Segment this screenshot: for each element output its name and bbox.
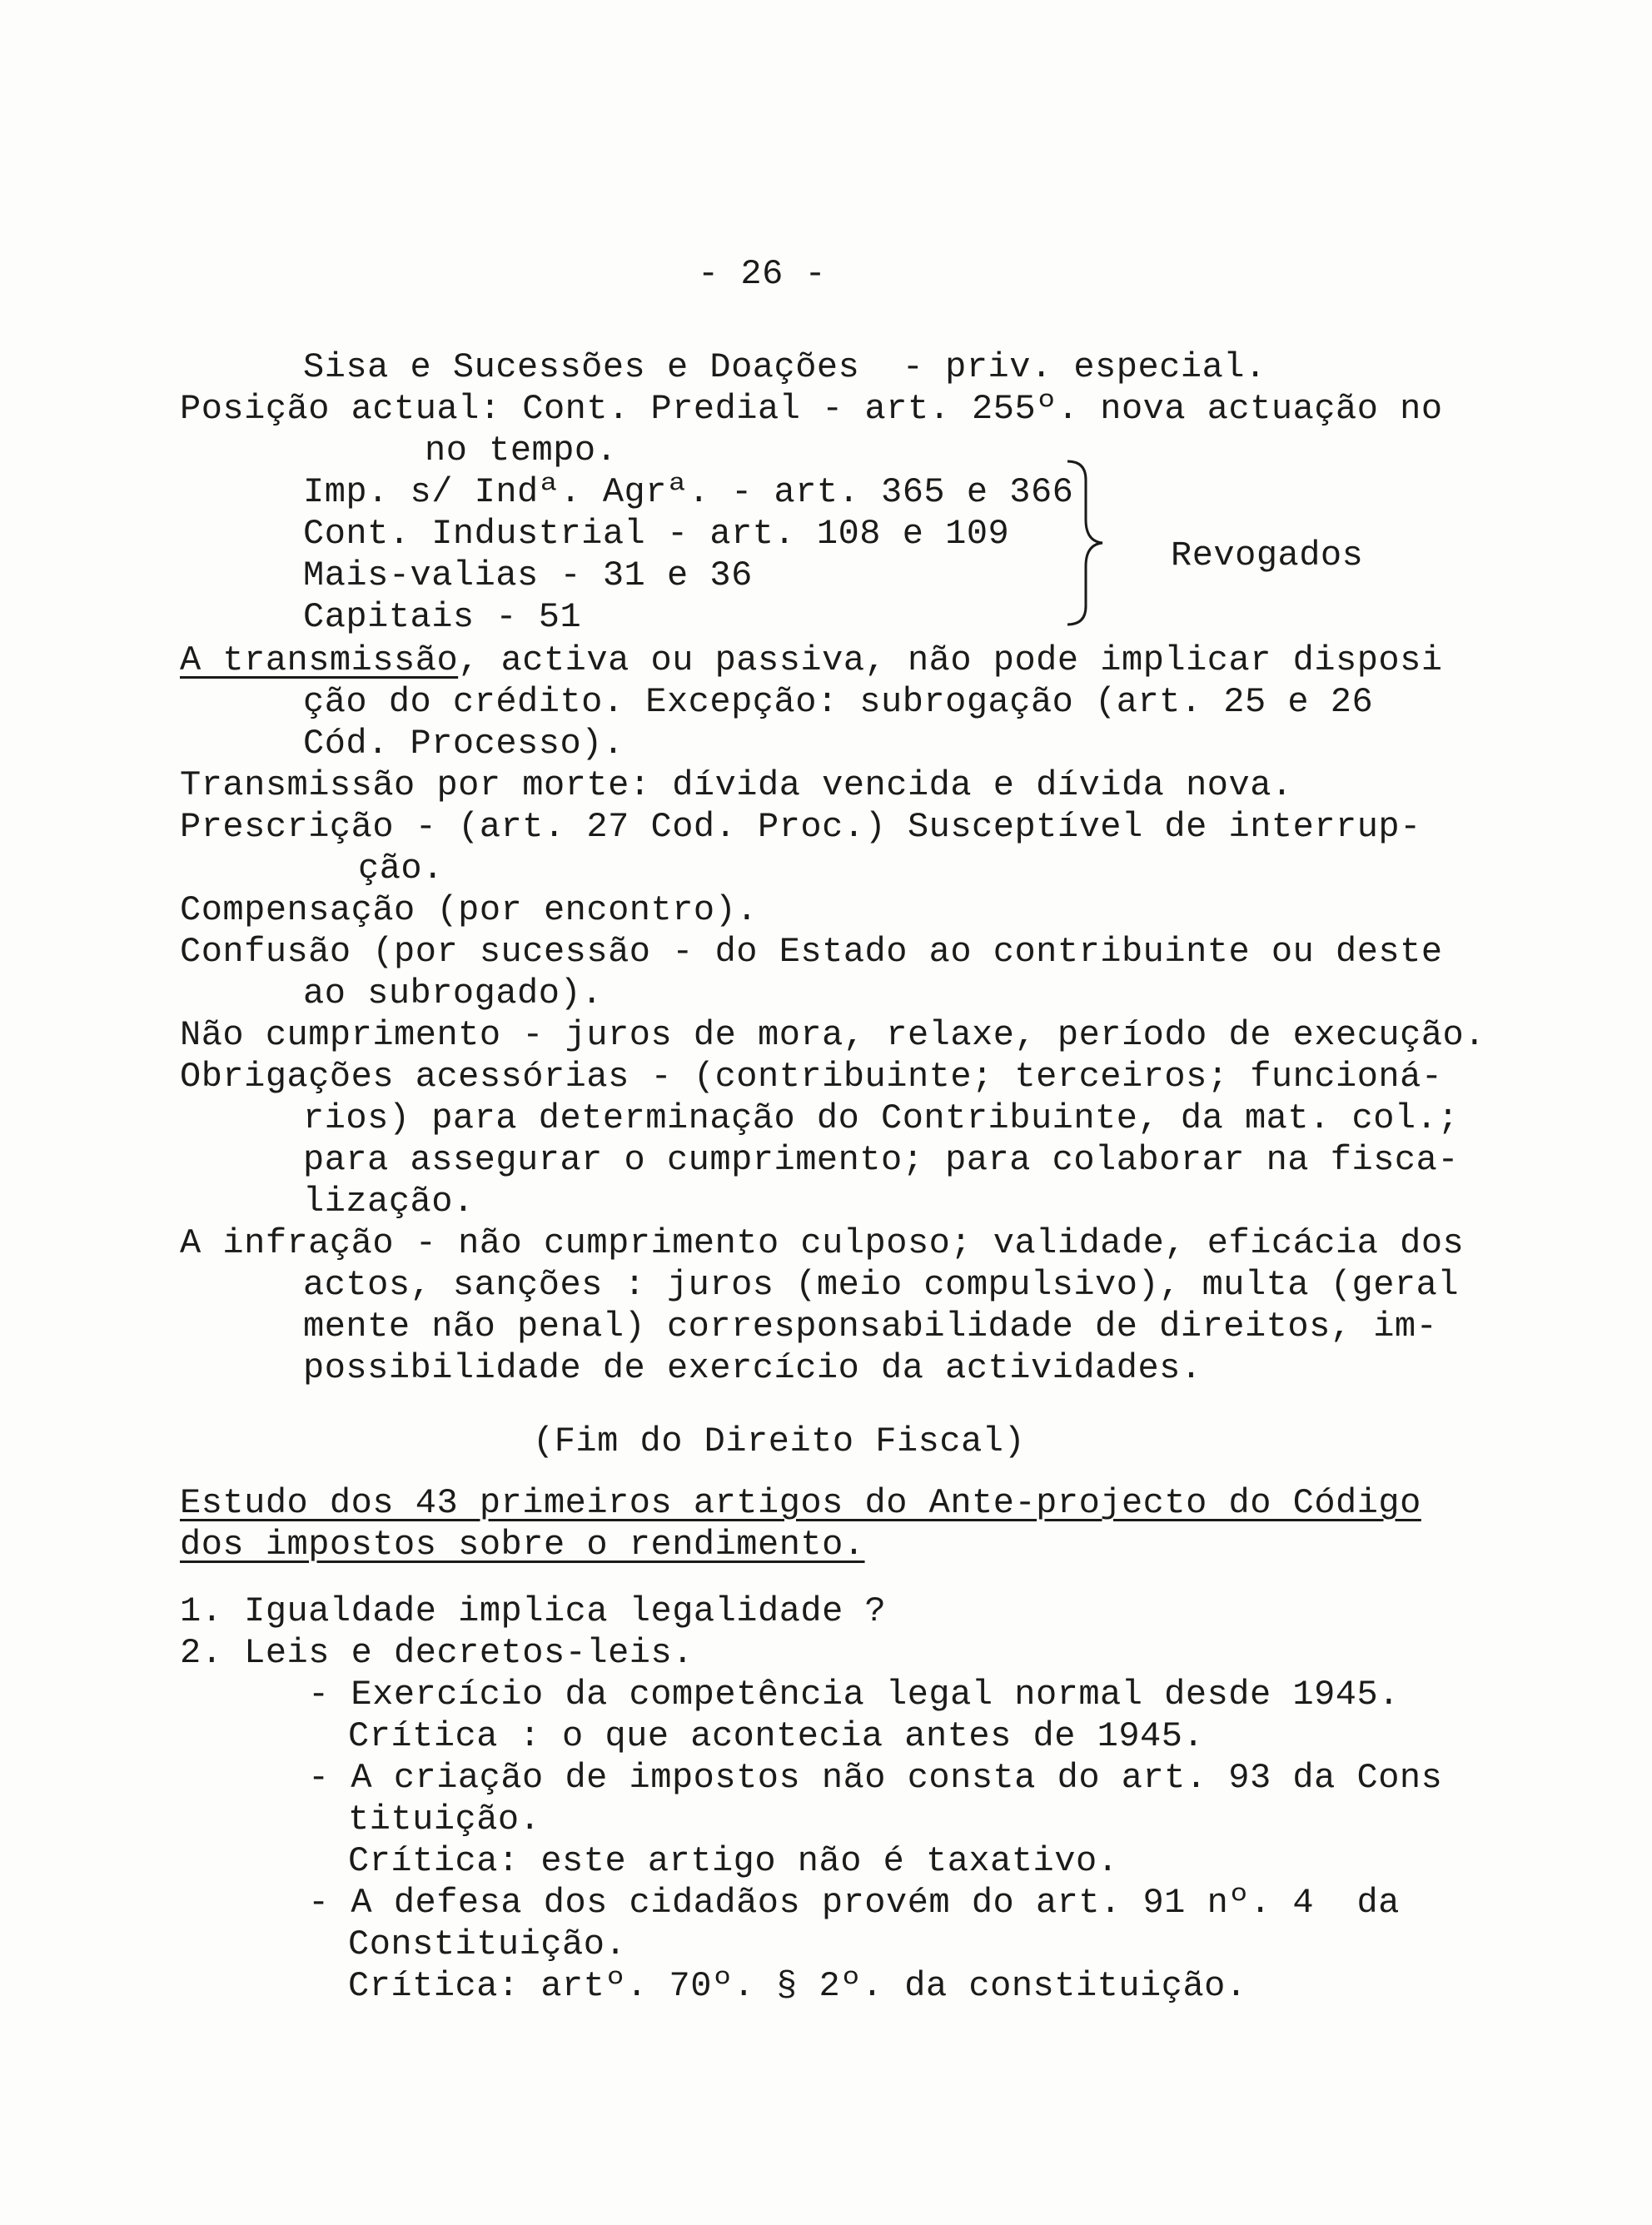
sub-item-exercicio: - Exercício da competência legal normal desde 1945.	[308, 1675, 1400, 1715]
section-end-note: (Fim do Direito Fiscal)	[533, 1421, 1026, 1461]
text-line-obrigacoes: Obrigações acessórias - (contribuinte; terceiros; funcioná-	[180, 1057, 1443, 1097]
text-line-mente: mente não penal) corresponsabilidade de direitos, im-	[303, 1307, 1438, 1346]
sub-item-critica-2: Crítica: este artigo não é taxativo.	[348, 1841, 1119, 1881]
text-line-mais-valias: Mais-valias - 31 e 36	[303, 555, 753, 595]
text-line-actos: actos, sanções : juros (meio compulsivo), multa (geral	[303, 1265, 1460, 1305]
text-line-transmissao	[180, 640, 1443, 681]
revogados-label: Revogados	[1171, 535, 1364, 575]
text-line-imp-agr: Imp. s/ Indª. Agrª. - art. 365 e 366	[303, 472, 1074, 512]
sub-item-constituicao: Constituição.	[348, 1924, 627, 1964]
text-line-credito: ção do crédito. Excepção: subrogação (art. 25 e 26	[303, 682, 1374, 722]
text-line-sisa: Sisa e Sucessões e Doações - priv. especial.	[303, 347, 1266, 387]
text-line-assegurar: para assegurar o cumprimento; para colaborar na fisca-	[303, 1140, 1460, 1180]
sub-item-critica-3: Crítica: artº. 70º. § 2º. da constituição.	[348, 1966, 1247, 2006]
text-line-cont-industrial: Cont. Industrial - art. 108 e 109	[303, 514, 1010, 554]
text-line-possibilidade: possibilidade de exercício da actividades.	[303, 1348, 1202, 1388]
list-item-1: 1. Igualdade implica legalidade ?	[180, 1591, 887, 1631]
text-line-transmissao-morte: Transmissão por morte: dívida vencida e dívida nova.	[180, 765, 1293, 805]
list-item-2: 2. Leis e decretos-leis.	[180, 1633, 694, 1673]
text-line-compensacao: Compensação (por encontro).	[180, 890, 759, 930]
text-line-prescricao: Prescrição - (art. 27 Cod. Proc.) Susceptível de interrup-	[180, 807, 1421, 847]
text-line-rios: rios) para determinação do Contribuinte, da mat. col.;	[303, 1098, 1460, 1138]
text-line-posicao: Posição actual: Cont. Predial - art. 255º. nova actuação no	[180, 389, 1443, 429]
section-heading-line-1: Estudo dos 43 primeiros artigos do Ante-projecto do Código	[180, 1483, 1421, 1523]
sub-item-defesa: - A defesa dos cidadãos provém do art. 91 nº. 4 da	[308, 1883, 1400, 1923]
text-line-infracao: A infração - não cumprimento culposo; validade, eficácia dos	[180, 1223, 1465, 1263]
text-line-nao-cumprimento: Não cumprimento - juros de mora, relaxe, período de execução.	[180, 1015, 1485, 1055]
curly-brace-icon	[1057, 455, 1116, 630]
sub-item-tituicao: tituição.	[348, 1799, 541, 1839]
page-number: - 26 -	[698, 254, 827, 294]
transmissao-underlined: A transmissão	[180, 640, 459, 680]
text-line-lizacao: lização.	[303, 1182, 475, 1222]
sub-item-criacao: - A criação de impostos não consta do art. 93 da Cons	[308, 1758, 1443, 1798]
text-line-cod-processo: Cód. Processo).	[303, 724, 624, 764]
section-heading-line-2: dos impostos sobre o rendimento.	[180, 1525, 865, 1565]
text-line-capitais: Capitais - 51	[303, 597, 582, 637]
text-line-confusao: Confusão (por sucessão - do Estado ao contribuinte ou deste	[180, 932, 1443, 972]
sub-item-critica-1: Crítica : o que acontecia antes de 1945.	[348, 1716, 1205, 1756]
transmissao-rest: , activa ou passiva, não pode implicar disposi	[458, 640, 1443, 680]
text-line-no-tempo: no tempo.	[425, 431, 618, 470]
text-line-cao: ção.	[358, 849, 444, 889]
text-line-subrogado: ao subrogado).	[303, 973, 603, 1013]
